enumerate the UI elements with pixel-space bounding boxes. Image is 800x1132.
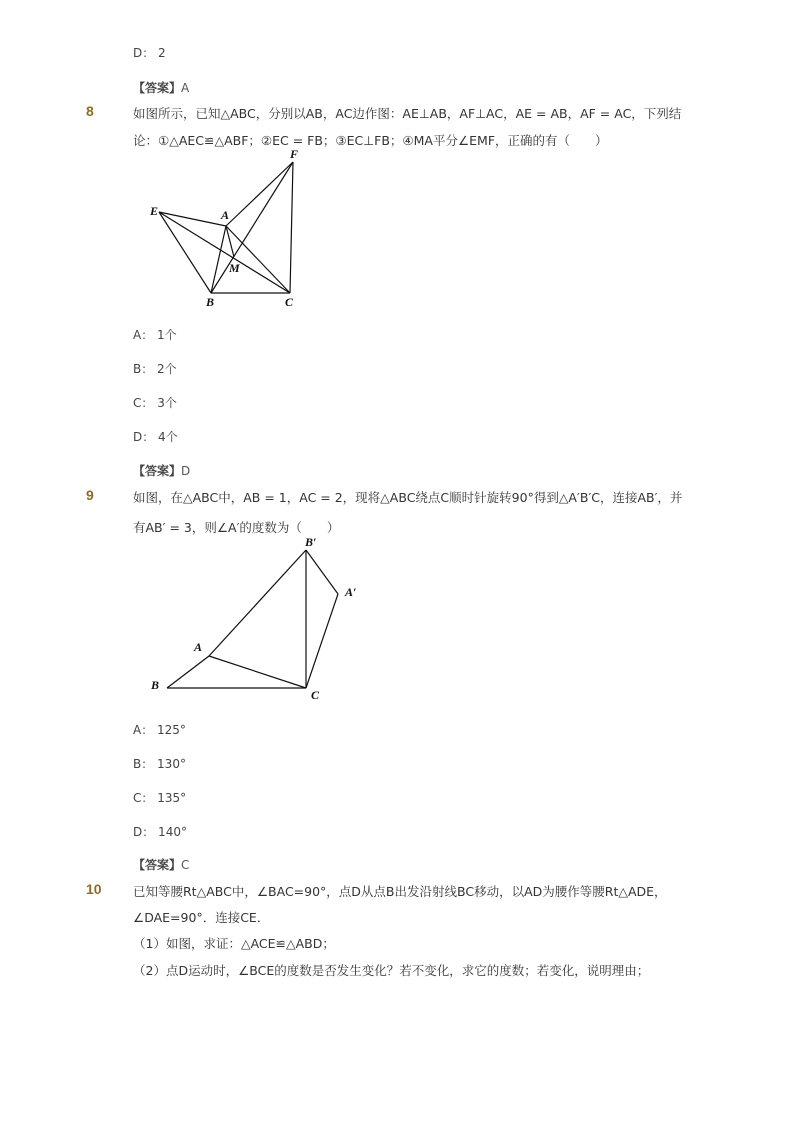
q9-option-b: B： 130° <box>133 757 186 771</box>
q9-option-d: D： 140° <box>133 825 187 839</box>
q10-text-line1: 已知等腰Rt△ABC中，∠BAC=90°，点D从点B出发沿射线BC移动，以AD为腰作等腰Rt△ADE， <box>133 884 667 899</box>
q10-part1: （1）如图，求证：△ACE≌△ABD； <box>133 936 335 951</box>
label-E: E <box>150 204 159 218</box>
q8-figure <box>140 145 320 315</box>
answer-tag: 【答案】 <box>133 81 182 95</box>
q8-answer <box>133 462 190 479</box>
q8-text-line1: 如图所示，已知△ABC，分别以AB，AC边作图：AE⊥AB，AF⊥AC，AE = AB，AF = AC，下列结 <box>133 106 682 121</box>
seg-FC <box>290 162 293 293</box>
seg-AB' <box>209 550 306 656</box>
seg-A'C <box>306 594 338 688</box>
seg-EB <box>159 212 211 293</box>
seg-EA <box>159 212 226 226</box>
q8-option-a: A： 1个 <box>133 328 177 342</box>
label-B: B <box>151 678 160 692</box>
seg-EC <box>159 212 290 293</box>
q9-answer <box>133 856 189 873</box>
label-C: C <box>311 688 320 702</box>
q8-text-line2: 论：①△AEC≌△ABF；②EC = FB；③EC⊥FB；④MA平分∠EMF，正确的有（ ） <box>133 133 608 148</box>
answer-value: C <box>181 858 190 872</box>
answer-tag: 【答案】 <box>133 464 182 478</box>
label-C: C <box>285 295 294 309</box>
answer-value: D <box>181 464 191 478</box>
q8-number: 8 <box>86 103 94 119</box>
label-B: B <box>206 295 215 309</box>
q8-option-b: B： 2个 <box>133 362 177 376</box>
q8-option-d: D： 4个 <box>133 430 178 444</box>
label-A-prime: A′ <box>345 585 357 599</box>
answer-tag: 【答案】 <box>133 858 182 872</box>
label-A: A <box>221 208 230 222</box>
seg-BA <box>167 656 209 688</box>
label-M: M <box>229 261 240 275</box>
label-F: F <box>290 147 299 161</box>
q10-text-line2: ∠DAE=90°．连接CE． <box>133 910 270 925</box>
q9-text-line2: 有AB′ = 3，则∠A′的度数为（ ） <box>133 520 340 535</box>
label-A: A <box>194 640 203 654</box>
q7-answer <box>133 79 189 96</box>
q9-option-c: C： 135° <box>133 791 187 805</box>
q8-option-c: C： 3个 <box>133 396 177 410</box>
seg-B'A' <box>306 550 338 594</box>
q10-part2: （2）点D运动时，∠BCE的度数是否发生变化？若不变化，求它的度数；若变化，说明理由； <box>133 963 650 978</box>
answer-value: A <box>181 81 190 95</box>
q9-number: 9 <box>86 487 94 503</box>
q9-text-line1: 如图，在△ABC中，AB = 1，AC = 2，现将△ABC绕点C顺时针旋转90°得到△A′B′C，连接AB′，并 <box>133 490 683 505</box>
q10-number: 10 <box>86 881 102 897</box>
q9-figure <box>145 532 375 707</box>
q7-option-d: D： 2 <box>133 46 166 60</box>
seg-AB <box>211 226 226 293</box>
label-B-prime: B′ <box>305 535 317 549</box>
seg-AC <box>209 656 306 688</box>
seg-FB <box>211 162 293 293</box>
q9-option-a: A： 125° <box>133 723 186 737</box>
